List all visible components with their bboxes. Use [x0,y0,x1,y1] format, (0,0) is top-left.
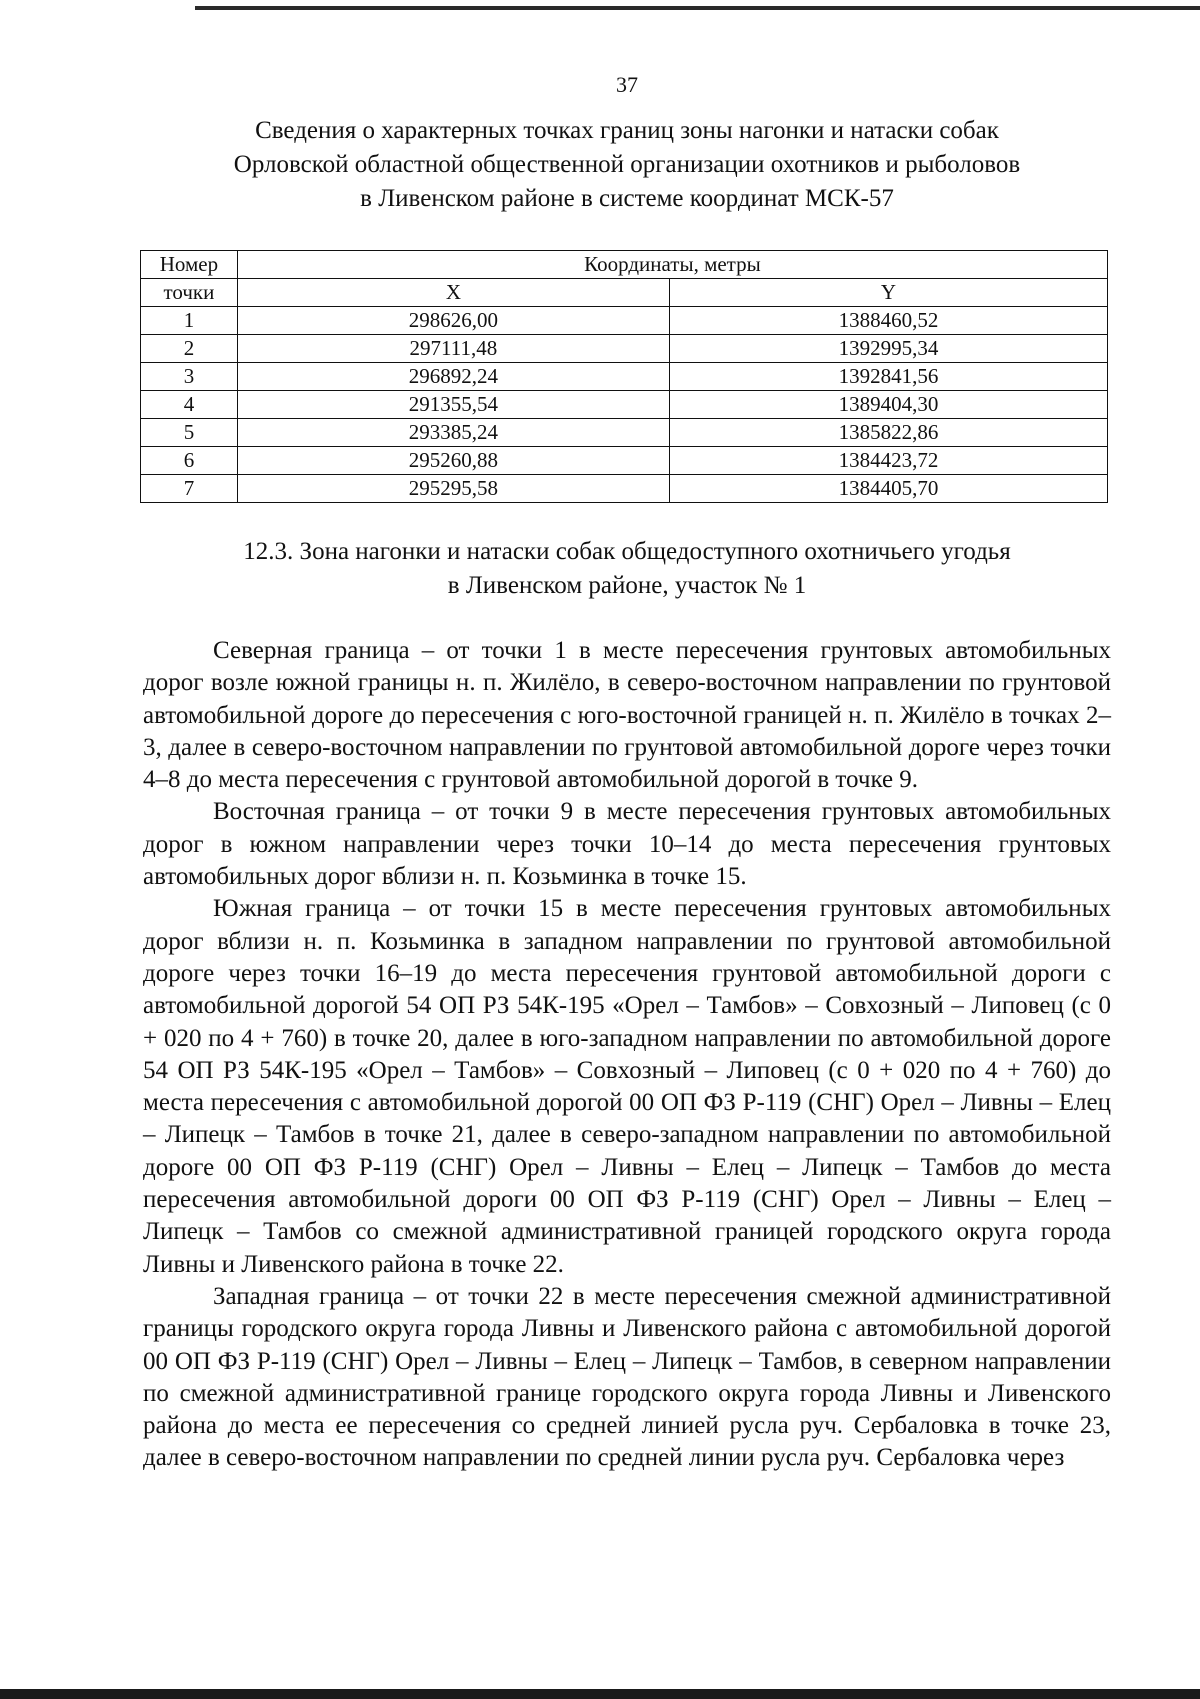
cell-y: 1384405,70 [669,475,1107,503]
page-number: 37 [616,72,638,97]
cell-point-number: 6 [141,447,238,475]
cell-x: 297111,48 [237,335,669,363]
cell-y: 1385822,86 [669,419,1107,447]
table-row [141,363,1108,391]
cell-x: 293385,24 [237,419,669,447]
document-page [143,70,1111,1475]
table-row [141,391,1108,419]
cell-x: 295295,58 [237,475,669,503]
title-line: в Ливенском районе в системе координат МСК-57 [360,185,894,212]
cell-y: 1384423,72 [669,447,1107,475]
table-header-row [141,279,1108,307]
cell-x: 296892,24 [237,363,669,391]
cell-point-number: 4 [141,391,238,419]
table-row [141,419,1108,447]
title-line: Орловской областной общественной организации охотников и рыболовов [233,151,1021,178]
title-line: Сведения о характерных точках границ зоны нагонки и натаски собак [255,117,999,144]
cell-y: 1392995,34 [669,335,1107,363]
header-x: X [237,279,669,307]
paragraph-north-boundary: Северная граница – от точки 1 в месте пересечения грунтовых автомобильных дорог возле южной границы н. п. Жилёло, в северо-восточном направлении по грунтовой автомобильной дороге до пересечения с юго-восточной границей н. п. Жилёло в точках 2–3, далее в северо-восточном направлении по грунтовой автомобильной дороге через точки 4–8 до места пересечения с грунтовой автомобильной дорогой в точке 9. [143,637,1111,794]
cell-point-number: 1 [141,307,238,335]
body-text [143,635,1111,1475]
table-row [141,307,1108,335]
document-title [143,114,1111,216]
cell-x: 298626,00 [237,307,669,335]
header-y: Y [669,279,1107,307]
cell-point-number: 5 [141,419,238,447]
cell-x: 295260,88 [237,447,669,475]
paragraph-south-boundary: Южная граница – от точки 15 в месте пересечения грунтовых автомобильных дорог вблизи н. п. Козьминка в западном направлении по грунтовой автомобильной дороге через точки 16–19 до места пересечения грунтовой автомобильной дороги с автомобильной дорогой 54 ОП РЗ 54К-195 «Орел – Тамбов» – Совхозный – Липовец (с 0 + 020 по 4 + 760) в точке 20, далее в юго-западном направлении по автомобильной дороге 54 ОП РЗ 54К-195 «Орел – Тамбов» – Совхозный – Липовец (с 0 + 020 по 4 + 760) до места пересечения с автомобильной дорогой 00 ОП ФЗ Р-119 (СНГ) Орел – Ливны – Елец – Липецк – Тамбов в точке 21, далее в северо-западном направлении по автомобильной дороге 00 ОП ФЗ Р-119 (СНГ) Орел – Ливны – Елец – Липецк – Тамбов до места пересечения автомобильной дороги 00 ОП ФЗ Р-119 (СНГ) Орел – Ливны – Елец – Липецк – Тамбов со смежной административной границей городского округа города Ливны и Ливенского района в точке 22. [143,895,1111,1278]
cell-y: 1392841,56 [669,363,1107,391]
section-title-line: 12.3. Зона нагонки и натаски собак общедоступного охотничьего угодья [243,538,1011,565]
table-row [141,447,1108,475]
cell-point-number: 7 [141,475,238,503]
paragraph-east-boundary: Восточная граница – от точки 9 в месте пересечения грунтовых автомобильных дорог в южном направлении через точки 10–14 до места пересечения грунтовых автомобильных дорог вблизи н. п. Козьминка в точке 15. [143,798,1111,891]
cell-point-number: 3 [141,363,238,391]
header-point-number-line1: Номер [141,251,238,279]
scan-edge-top [195,6,1200,10]
cell-point-number: 2 [141,335,238,363]
cell-x: 291355,54 [237,391,669,419]
table-row [141,335,1108,363]
section-title-line: в Ливенском районе, участок № 1 [447,572,807,599]
cell-y: 1388460,52 [669,307,1107,335]
table-row [141,475,1108,503]
header-coordinates: Координаты, метры [237,251,1107,279]
table-header-row [141,251,1108,279]
header-point-number-line2: точки [141,279,238,307]
cell-y: 1389404,30 [669,391,1107,419]
scan-edge-bottom [0,1689,1200,1699]
coordinates-table [140,250,1108,503]
paragraph-west-boundary: Западная граница – от точки 22 в месте пересечения смежной административной границы городского округа города Ливны и Ливенского района с автомобильной дорогой 00 ОП ФЗ Р-119 (СНГ) Орел – Ливны – Елец – Липецк – Тамбов, в северном направлении по смежной административной границе городского округа города Ливны и Ливенского района до места ее пересечения со средней линией русла руч. Сербаловка в точке 23, далее в северо-восточном направлении по средней линии русла руч. Сербаловка через [143,1282,1111,1472]
section-title [143,535,1111,603]
